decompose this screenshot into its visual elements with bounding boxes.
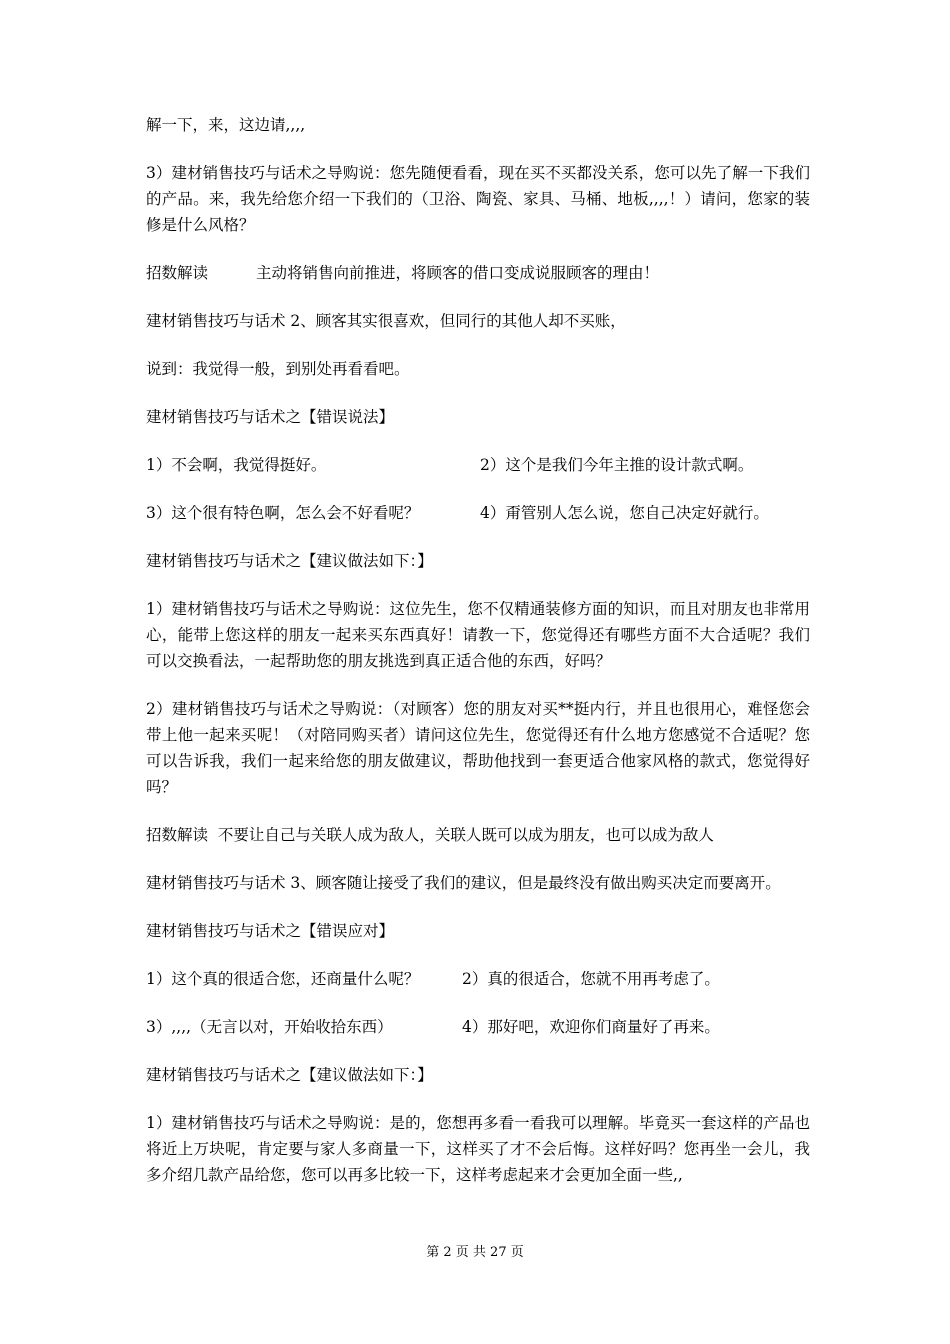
wrong-answers-row: [146, 452, 810, 478]
wrong-answer-item: 2）这个是我们今年主推的设计款式啊。: [480, 456, 754, 474]
section-title-2: 建材销售技巧与话术 2、顾客其实很喜欢，但同行的其他人却不买账，: [146, 312, 626, 330]
wrong-answers-row: [146, 1014, 810, 1040]
tip-paragraph-1: [146, 260, 810, 286]
advice-paragraph: 2）建材销售技巧与话术之导购说：（对顾客）您的朋友对买**挺内行，并且也很用心，难怪您会带上他一起来买呢！（对陪同购买者）请问这位先生，您觉得还有什么地方您感觉不合适呢？您可以告诉我，我们一起来给您的朋友做建议，帮助他找到一套更适合他家风格的款式，您觉得好吗？: [146, 700, 810, 796]
paragraph-guide-say-3: 3）建材销售技巧与话术之导购说：您先随便看看，现在买不买都没关系，您可以先了解一下我们的产品。来，我先给您介绍一下我们的（卫浴、陶瓷、家具、马桶、地板,,,,！）请问，您家的装修是什么风格？: [146, 164, 810, 234]
wrong-answer-item: 1）这个真的很适合您，还商量什么呢？: [146, 970, 420, 988]
wrong-answer-item: 2）真的很适合，您就不用再考虑了。: [462, 970, 720, 988]
tip-label: 招数解读: [146, 826, 209, 844]
section-title-3: 建材销售技巧与话术 3、顾客随让接受了我们的建议，但是最终没有做出购买决定而要离开。: [146, 874, 781, 892]
advice-heading-2: 建材销售技巧与话术之【建议做法如下：】: [146, 552, 433, 570]
section-2-customer-says: 说到：我觉得一般，到别处再看看吧。: [146, 360, 410, 378]
wrong-answers-row: [146, 500, 810, 526]
tip-paragraph-2: [146, 822, 810, 848]
advice-paragraph: 1）建材销售技巧与话术之导购说：这位先生，您不仅精通装修方面的知识，而且对朋友也非常用心，能带上您这样的朋友一起来买东西真好！请教一下，您觉得还有哪些方面不大合适呢？我们可以交换看法，一起帮助您的朋友挑选到真正适合他的东西，好吗？: [146, 600, 810, 670]
tip-label: 招数解读: [146, 264, 209, 282]
wrong-answer-item: 4）甭管别人怎么说，您自己决定好就行。: [480, 504, 769, 522]
wrong-answers-row: [146, 966, 810, 992]
wrong-answers-heading-3: 建材销售技巧与话术之【错误应对】: [146, 922, 395, 940]
paragraph-continuation: 解一下，来，这边请,,,,: [146, 116, 306, 134]
tip-text: 主动将销售向前推进，将顾客的借口变成说服顾客的理由！: [256, 264, 660, 282]
wrong-answers-heading-2: 建材销售技巧与话术之【错误说法】: [146, 408, 395, 426]
advice-paragraph: 1）建材销售技巧与话术之导购说：是的，您想再多看一看我可以理解。毕竟买一套这样的产品也将近上万块呢，肯定要与家人多商量一下，这样买了才不会后悔。这样好吗？您再坐一会儿，我多介绍几款产品给您，您可以再多比较一下，这样考虑起来才会更加全面一些,,: [146, 1114, 810, 1184]
wrong-answer-item: 1）不会啊，我觉得挺好。: [146, 456, 327, 474]
wrong-answer-item: 3）,,,,（无言以对，开始收拾东西）: [146, 1018, 393, 1036]
tip-text: 不要让自己与关联人成为敌人，关联人既可以成为朋友，也可以成为敌人: [217, 826, 714, 844]
page-footer: 第 2 页 共 27 页: [426, 1245, 524, 1260]
wrong-answer-item: 3）这个很有特色啊，怎么会不好看呢？: [146, 504, 420, 522]
wrong-answer-item: 4）那好吧，欢迎你们商量好了再来。: [462, 1018, 720, 1036]
document-body: [146, 112, 810, 1210]
advice-heading-3: 建材销售技巧与话术之【建议做法如下：】: [146, 1066, 433, 1084]
